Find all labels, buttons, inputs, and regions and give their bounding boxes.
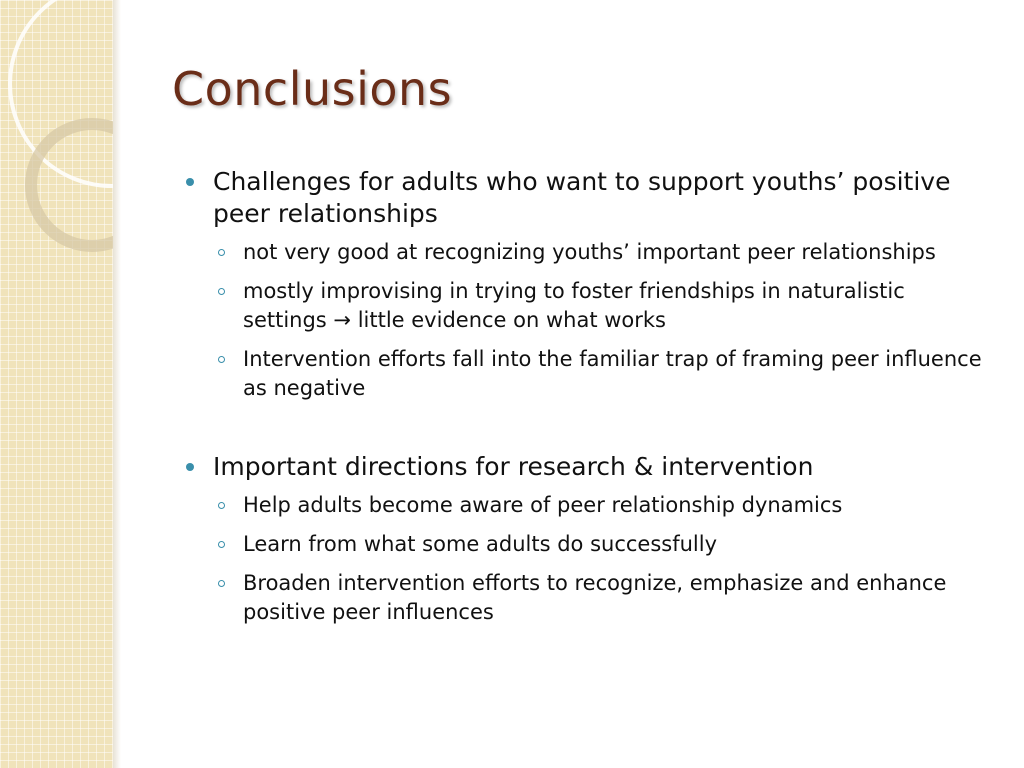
sub-bullet-text: Learn from what some adults do successfully — [243, 532, 718, 556]
sub-bullet-item — [186, 530, 986, 559]
sub-bullet-text: not very good at recognizing youths’ important peer relationships — [243, 240, 936, 264]
sub-bullet-item — [186, 569, 986, 627]
bullet-ring-icon — [218, 288, 225, 295]
bullet-item — [186, 166, 986, 230]
bullet-text: Important directions for research & intervention — [213, 452, 814, 481]
decorative-side-panel — [0, 0, 113, 768]
sub-bullet-text: Help adults become aware of peer relationship dynamics — [243, 493, 843, 517]
bullet-list — [186, 166, 986, 627]
sub-bullet-item — [186, 491, 986, 520]
bullet-ring-icon — [218, 580, 225, 587]
bullet-dot-icon — [186, 463, 194, 471]
bullet-ring-icon — [218, 356, 225, 363]
bullet-ring-icon — [218, 502, 225, 509]
side-panel-shadow — [113, 0, 121, 768]
sub-bullet-item — [186, 238, 986, 267]
bullet-dot-icon — [186, 178, 194, 186]
bullet-text: Challenges for adults who want to support youths’ positive peer relationships — [213, 167, 951, 228]
sub-bullet-text: mostly improvising in trying to foster friendships in naturalistic settings → little evidence on what works — [243, 279, 905, 332]
sub-bullet-item — [186, 345, 986, 403]
sub-bullet-text: Broaden intervention efforts to recognize, emphasize and enhance positive peer influences — [243, 571, 947, 624]
sub-bullet-item — [186, 277, 986, 335]
bullet-ring-icon — [218, 541, 225, 548]
bullet-ring-icon — [218, 249, 225, 256]
bullet-item — [186, 451, 986, 483]
slide-title: Conclusions — [172, 62, 453, 116]
sub-bullet-text: Intervention efforts fall into the familiar trap of framing peer influence as negative — [243, 347, 982, 400]
